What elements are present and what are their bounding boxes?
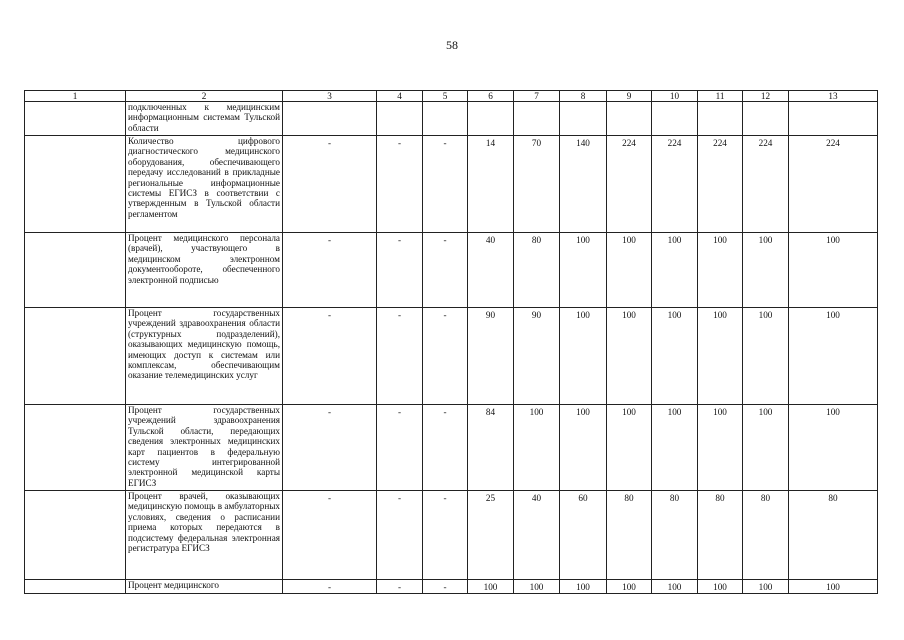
indicator-value: 100 <box>652 580 698 594</box>
indicator-value <box>607 102 652 136</box>
indicator-value: 80 <box>789 491 878 580</box>
indicator-value <box>743 102 789 136</box>
indicator-value: - <box>283 136 377 233</box>
table-row <box>25 102 878 136</box>
table-row <box>25 405 878 491</box>
table-row <box>25 491 878 580</box>
indicator-value: 70 <box>514 136 560 233</box>
indicator-value <box>423 102 468 136</box>
indicator-value <box>652 102 698 136</box>
indicator-value: 14 <box>468 136 514 233</box>
indicator-value: - <box>377 136 423 233</box>
indicator-value: 90 <box>514 308 560 405</box>
indicator-value: 224 <box>789 136 878 233</box>
column-header-2: 2 <box>126 91 283 102</box>
cell-col1 <box>25 233 126 308</box>
indicator-value: 100 <box>468 580 514 594</box>
indicator-value: 100 <box>560 308 607 405</box>
column-header-9: 9 <box>607 91 652 102</box>
indicator-value: - <box>423 308 468 405</box>
column-header-11: 11 <box>698 91 743 102</box>
indicator-value <box>468 102 514 136</box>
indicator-value: - <box>283 233 377 308</box>
indicator-value: - <box>283 308 377 405</box>
indicator-value: 100 <box>652 405 698 491</box>
indicator-value: 80 <box>514 233 560 308</box>
column-header-10: 10 <box>652 91 698 102</box>
indicator-value: - <box>283 580 377 594</box>
indicator-value: 100 <box>743 580 789 594</box>
indicator-value: - <box>423 491 468 580</box>
indicator-value: - <box>283 405 377 491</box>
indicator-description: Количество цифрового диагностического медицинского оборудования, обеспечивающего передачу исследований в прикладные региональные информационные системы ЕГИСЗ в соответствии с утвержденным в Тульской области регламентом <box>126 136 283 233</box>
indicator-value: 80 <box>743 491 789 580</box>
indicator-description: Процент государственных учреждений здравоохранения Тульской области, передающих сведения электронных медицинских карт пациентов в федеральную систему интегрированной электронной медицинской карты ЕГИСЗ <box>126 405 283 491</box>
table-body <box>25 102 878 594</box>
indicator-description: Процент медицинского персонала (врачей), участвующего в медицинском электронном документообороте, обеспеченного электронной подписью <box>126 233 283 308</box>
indicator-value: 100 <box>789 233 878 308</box>
indicator-value: 84 <box>468 405 514 491</box>
indicator-value <box>514 102 560 136</box>
indicator-value <box>560 102 607 136</box>
cell-col1 <box>25 308 126 405</box>
indicator-value: 100 <box>789 308 878 405</box>
indicator-value: 224 <box>698 136 743 233</box>
indicator-value: 40 <box>514 491 560 580</box>
column-header-3: 3 <box>283 91 377 102</box>
indicator-value: 100 <box>698 405 743 491</box>
indicator-value: 100 <box>607 405 652 491</box>
indicator-value: 40 <box>468 233 514 308</box>
indicator-value: 90 <box>468 308 514 405</box>
cell-col1 <box>25 136 126 233</box>
indicator-value: - <box>423 136 468 233</box>
cell-col1 <box>25 405 126 491</box>
indicator-value: 100 <box>698 233 743 308</box>
indicator-value <box>283 102 377 136</box>
indicator-value: - <box>423 233 468 308</box>
table-row <box>25 580 878 594</box>
indicator-value: - <box>377 405 423 491</box>
indicator-value: 224 <box>607 136 652 233</box>
indicator-value: 224 <box>743 136 789 233</box>
indicator-value: 100 <box>743 233 789 308</box>
column-header-13: 13 <box>789 91 878 102</box>
page-number: 58 <box>446 38 458 52</box>
column-header-6: 6 <box>468 91 514 102</box>
indicator-value: 140 <box>560 136 607 233</box>
table-row <box>25 136 878 233</box>
indicator-description: подключенных к медицинским информационным системам Тульской области <box>126 102 283 136</box>
column-header-12: 12 <box>743 91 789 102</box>
indicator-value: 224 <box>652 136 698 233</box>
indicator-value <box>377 102 423 136</box>
column-header-4: 4 <box>377 91 423 102</box>
cell-col1 <box>25 491 126 580</box>
indicator-value: 100 <box>514 580 560 594</box>
indicator-value: - <box>377 580 423 594</box>
indicator-value: 100 <box>560 405 607 491</box>
table-header <box>25 91 878 102</box>
indicator-value: 100 <box>789 580 878 594</box>
indicator-value: - <box>423 580 468 594</box>
indicator-value: 100 <box>607 233 652 308</box>
indicator-value: - <box>377 491 423 580</box>
indicators-table <box>24 90 878 594</box>
indicator-value: 100 <box>698 580 743 594</box>
indicator-description: Процент государственных учреждений здравоохранения области (структурных подразделений), оказывающих медицинскую помощь, имеющих доступ к системам или комплексам, обеспечивающим оказание телемедицинских услуг <box>126 308 283 405</box>
indicator-value: 100 <box>652 233 698 308</box>
indicator-value: 100 <box>560 233 607 308</box>
indicator-value: 100 <box>743 405 789 491</box>
cell-col1 <box>25 580 126 594</box>
indicator-value: 100 <box>698 308 743 405</box>
indicator-value: 80 <box>698 491 743 580</box>
column-header-8: 8 <box>560 91 607 102</box>
indicator-value: 100 <box>743 308 789 405</box>
indicator-value: 60 <box>560 491 607 580</box>
indicator-value: 100 <box>789 405 878 491</box>
indicator-value: 80 <box>652 491 698 580</box>
column-header-7: 7 <box>514 91 560 102</box>
indicator-value: - <box>377 308 423 405</box>
indicator-value <box>789 102 878 136</box>
indicator-value: - <box>283 491 377 580</box>
header-row <box>25 91 878 102</box>
indicator-value: 80 <box>607 491 652 580</box>
column-header-5: 5 <box>423 91 468 102</box>
indicator-value: 100 <box>607 580 652 594</box>
indicator-value: 25 <box>468 491 514 580</box>
indicator-value: 100 <box>607 308 652 405</box>
table-row <box>25 308 878 405</box>
indicator-value: 100 <box>560 580 607 594</box>
table-row <box>25 233 878 308</box>
indicator-description: Процент врачей, оказывающих медицинскую помощь в амбулаторных условиях, сведения о расписании приема которых передаются в подсистему федеральная электронная регистратура ЕГИСЗ <box>126 491 283 580</box>
indicator-description: Процент медицинского <box>126 580 283 594</box>
indicator-value: - <box>423 405 468 491</box>
column-header-1: 1 <box>25 91 126 102</box>
cell-col1 <box>25 102 126 136</box>
indicator-value <box>698 102 743 136</box>
indicator-value: - <box>377 233 423 308</box>
indicator-value: 100 <box>652 308 698 405</box>
indicator-value: 100 <box>514 405 560 491</box>
